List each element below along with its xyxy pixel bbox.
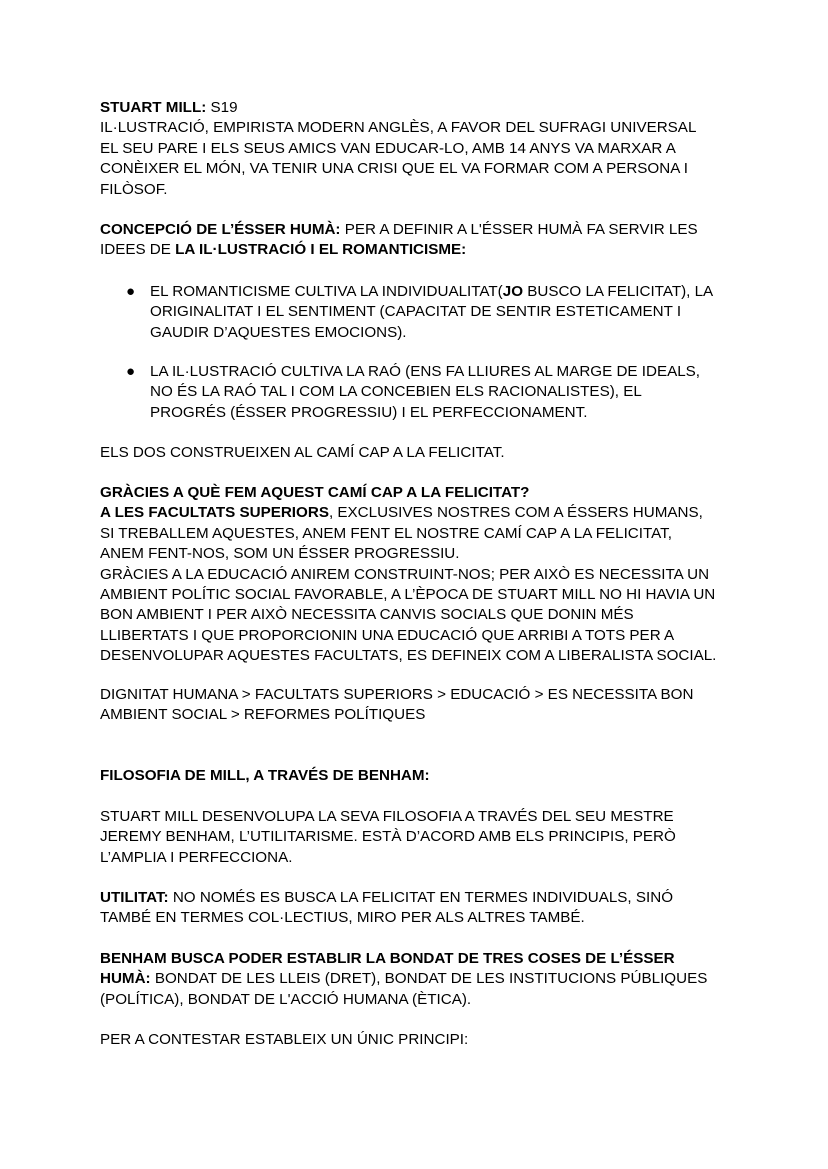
bullet-bold: JO — [502, 283, 524, 300]
bondat-line — [100, 969, 740, 989]
concepcio-text: IDEES DE — [100, 241, 176, 259]
chain-line: AMBIENT SOCIAL > REFORMES POLÍTIQUES — [100, 706, 426, 724]
bullet-line: NO ÉS LA RAÓ TAL I COM LA CONCEBIEN ELS RACIONALISTES), EL — [150, 383, 642, 401]
bondat-line: (POLÍTICA), BONDAT DE L'ACCIÓ HUMANA (ÈTICA). — [100, 990, 472, 1008]
bullet-text: BUSCO LA FELICITAT), LA — [523, 283, 714, 300]
bondat-text: BONDAT DE LES LLEIS (DRET), BONDAT DE LES INSTITUCIONS PÚBLIQUES — [150, 970, 708, 988]
concepcio-bold: LA IL·LUSTRACIÓ I EL ROMANTICISME: — [175, 241, 467, 259]
intro-line: FILÒSOF. — [100, 180, 168, 198]
intro-name: STUART MILL: — [100, 99, 207, 116]
conclusion-section — [100, 443, 740, 463]
chain-line: DIGNITAT HUMANA > FACULTATS SUPERIORS > EDUCACIÓ > ES NECESSITA BON — [100, 686, 694, 703]
bullet-line: GAUDIR D’AQUESTES EMOCIONS). — [150, 323, 407, 341]
concepcio-line — [100, 220, 740, 240]
bullet-list — [100, 362, 740, 423]
intro-century: S19 — [206, 99, 238, 116]
intro-line: CONÈIXER EL MÓN, VA TENIR UNA CRISI QUE EL VA FORMAR COM A PERSONA I — [100, 160, 688, 178]
bondat-heading-end: HUMÀ: — [100, 970, 151, 988]
bullet-line: ORIGINALITAT I EL SENTIMENT (CAPACITAT DE SENTIR ESTETICAMENT I — [150, 303, 682, 321]
intro-line: EL SEU PARE I ELS SEUS AMICS VAN EDUCAR-LO, AMB 14 ANYS VA MARXAR A — [100, 139, 676, 157]
bondat-heading: BENHAM BUSCA PODER ESTABLIR LA BONDAT DE TRES COSES DE L’ÉSSER — [100, 950, 675, 967]
utilitat-heading: UTILITAT: — [100, 889, 169, 906]
gracies-answer — [100, 503, 740, 523]
intro-section — [100, 98, 740, 200]
gracies-line: AMBIENT POLÍTIC SOCIAL FAVORABLE, A L’ÈPOCA DE STUART MILL NO HI HAVIA UN — [100, 586, 716, 604]
filosofia-section — [100, 766, 740, 786]
bullet-list — [100, 282, 740, 343]
final-section — [100, 1030, 740, 1050]
gracies-line: SI TREBALLEM AQUESTES, ANEM FENT EL NOSTRE CAMÍ CAP A LA FELICITAT, — [100, 524, 672, 542]
gracies-answer-bold: A LES FACULTATS SUPERIORS — [100, 504, 329, 522]
concepcio-text: PER A DEFINIR A L'ÉSSER HUMÀ FA SERVIR LES — [340, 221, 698, 238]
bullet-line — [150, 282, 740, 302]
bullet-item-romanticisme — [100, 282, 740, 343]
intro-line: IL·LUSTRACIÓ, EMPIRISTA MODERN ANGLÈS, A FAVOR DEL SUFRAGI UNIVERSAL — [100, 119, 697, 137]
bullet-line: LA IL·LUSTRACIÓ CULTIVA LA RAÓ (ENS FA LLIURES AL MARGE DE IDEALS, — [150, 363, 701, 380]
intro-title-line — [100, 98, 740, 118]
bullet-text: EL ROMANTICISME CULTIVA LA INDIVIDUALITAT( — [150, 283, 503, 300]
bullet-icon: ● — [126, 283, 136, 300]
bullet-item-illustracio — [100, 362, 740, 423]
filosofia-line: STUART MILL DESENVOLUPA LA SEVA FILOSOFIA A TRAVÉS DEL SEU MESTRE — [100, 808, 674, 825]
gracies-line: BON AMBIENT I PER AIXÒ NECESSITA CANVIS SOCIALS QUE DONIN MÉS — [100, 606, 634, 624]
utilitat-line — [100, 888, 740, 908]
bondat-section — [100, 949, 740, 1010]
utilitat-line: TAMBÉ EN TERMES COL·LECTIUS, MIRO PER ALS ALTRES TAMBÉ. — [100, 909, 585, 927]
concepcio-section — [100, 220, 740, 261]
conclusion-text: ELS DOS CONSTRUEIXEN AL CAMÍ CAP A LA FELICITAT. — [100, 444, 505, 461]
bullet-line: PROGRÉS (ÉSSER PROGRESSIU) I EL PERFECCIONAMENT. — [150, 403, 588, 421]
chain-section — [100, 685, 740, 726]
filosofia-line: L’AMPLIA I PERFECCIONA. — [100, 848, 293, 866]
gracies-line: LLIBERTATS I QUE PROPORCIONIN UNA EDUCACIÓ QUE ARRIBI A TOTS PER A — [100, 626, 675, 644]
concepcio-heading: CONCEPCIÓ DE L’ÉSSER HUMÀ: — [100, 221, 341, 238]
gracies-question: GRÀCIES A QUÈ FEM AQUEST CAMÍ CAP A LA FELICITAT? — [100, 484, 530, 501]
gracies-section — [100, 483, 740, 667]
final-text: PER A CONTESTAR ESTABLEIX UN ÚNIC PRINCIPI: — [100, 1031, 469, 1048]
filosofia-line: JEREMY BENHAM, L’UTILITARISME. ESTÀ D’ACORD AMB ELS PRINCIPIS, PERÒ — [100, 828, 676, 846]
filosofia-body — [100, 807, 740, 868]
gracies-line: DESENVOLUPAR AQUESTES FACULTATS, ES DEFINEIX COM A LIBERALISTA SOCIAL. — [100, 647, 717, 665]
utilitat-text: NO NOMÉS ES BUSCA LA FELICITAT EN TERMES INDIVIDUALS, SINÓ — [168, 889, 674, 906]
gracies-line: ANEM FENT-NOS, SOM UN ÉSSER PROGRESSIU. — [100, 545, 460, 563]
filosofia-heading: FILOSOFIA DE MILL, A TRAVÉS DE BENHAM: — [100, 767, 430, 784]
gracies-answer-text: , EXCLUSIVES NOSTRES COM A ÉSSERS HUMANS, — [328, 504, 703, 522]
bullet-icon: ● — [126, 363, 136, 380]
gracies-line: GRÀCIES A LA EDUCACIÓ ANIREM CONSTRUINT-NOS; PER AIXÒ ES NECESSITA UN — [100, 565, 710, 583]
concepcio-line — [100, 240, 740, 260]
utilitat-section — [100, 888, 740, 929]
